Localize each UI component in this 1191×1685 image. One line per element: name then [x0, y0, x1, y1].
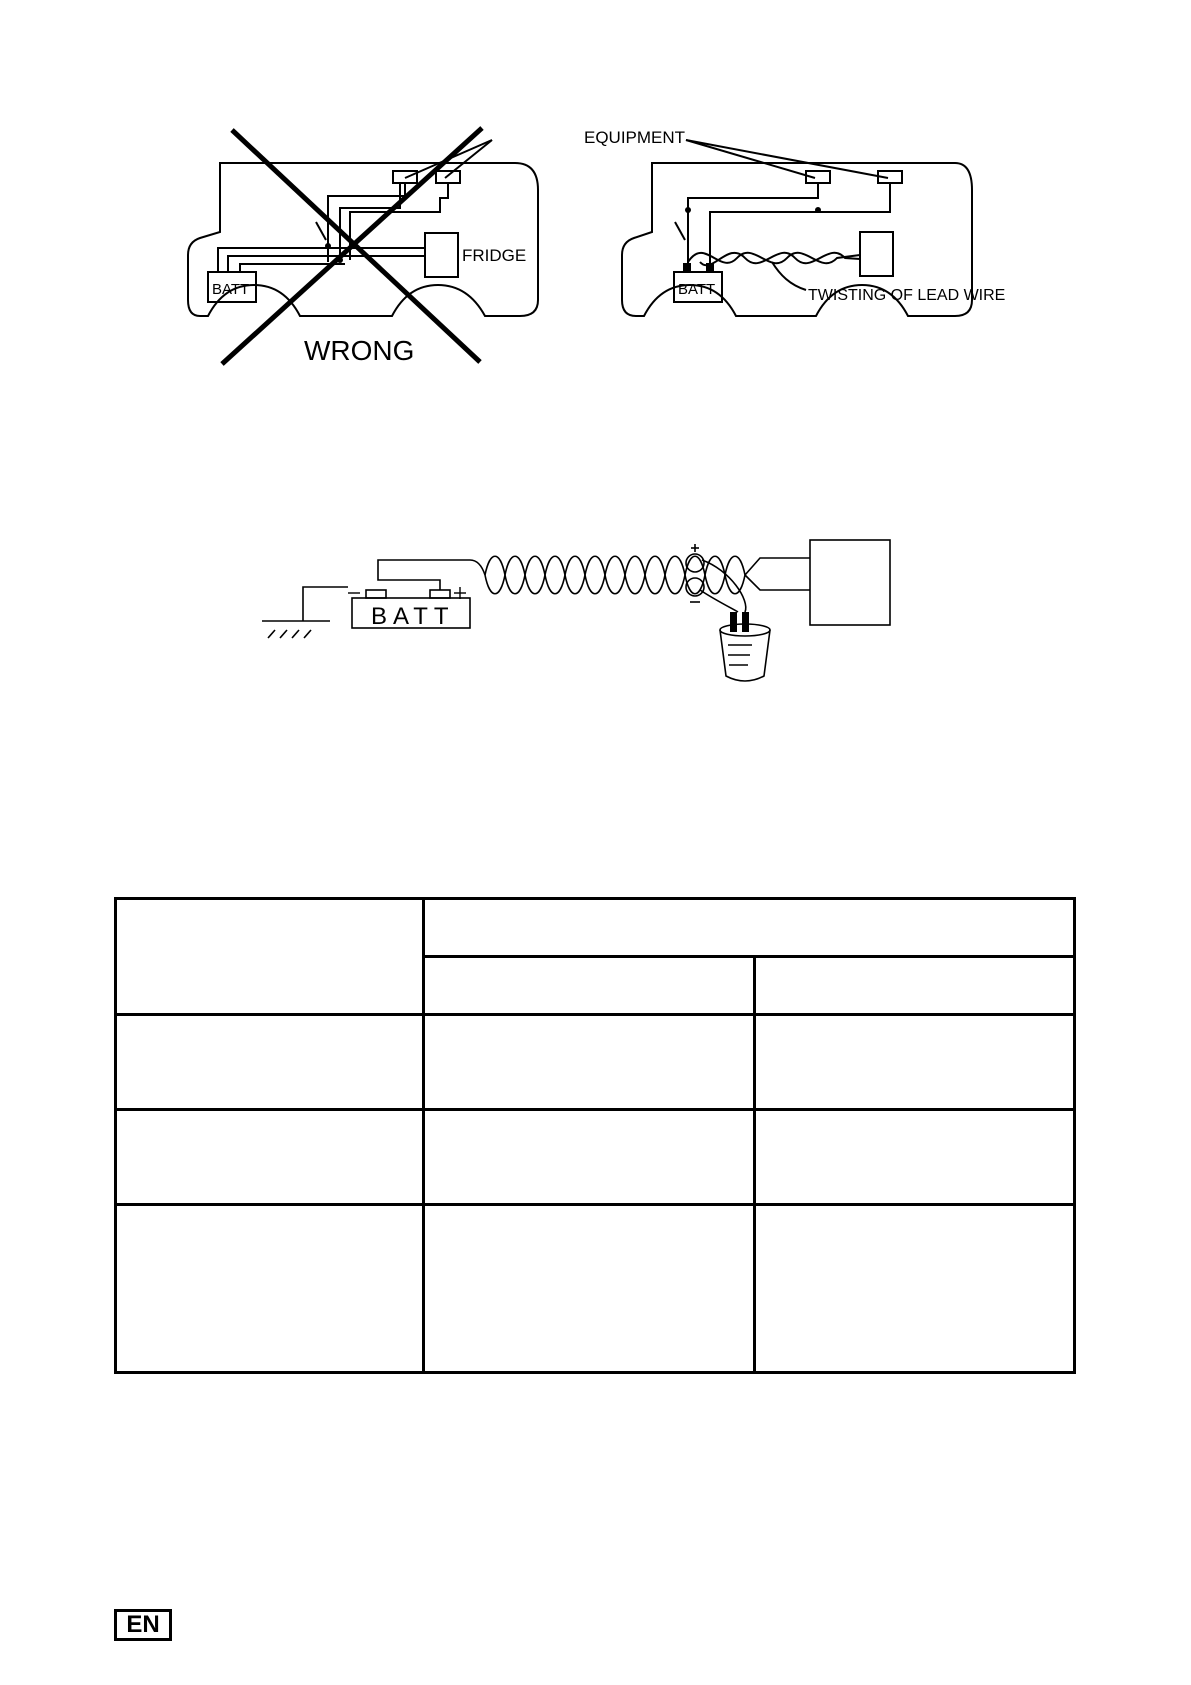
- table-cell: [424, 1110, 755, 1205]
- table-row: [116, 1015, 1075, 1110]
- equipment-label: EQUIPMENT: [584, 128, 686, 147]
- wrong-label: WRONG: [304, 335, 415, 366]
- faint-paragraph-1: [118, 412, 1073, 494]
- table-header-cell: [424, 899, 1075, 957]
- table-row: [116, 1205, 1075, 1373]
- table-cell: [755, 1015, 1075, 1110]
- table-cell: [755, 1205, 1075, 1373]
- batt-label-right: BATT: [678, 281, 716, 298]
- faint-paragraph-3: [118, 1410, 1073, 1490]
- table-cell: [116, 1205, 424, 1373]
- table-header-cell: [755, 957, 1075, 1015]
- table-cell: [116, 1110, 424, 1205]
- table-cell: [424, 1205, 755, 1373]
- wiring-comparison-figure: [0, 0, 1191, 380]
- table-cell: [424, 1015, 755, 1110]
- language-badge: EN: [114, 1609, 172, 1641]
- table-header-cell: [424, 957, 755, 1015]
- batt-label: BATT: [371, 603, 455, 630]
- specification-table: [114, 897, 1076, 1374]
- faint-paragraph-2: [118, 755, 1073, 875]
- battery-connection-figure: [0, 520, 1191, 720]
- table-header-cell: [116, 899, 424, 1015]
- twisting-label: TWISTING OF LEAD WIRE: [808, 287, 1006, 304]
- table-cell: [116, 1015, 424, 1110]
- table-row: [116, 1110, 1075, 1205]
- table-cell: [755, 1110, 1075, 1205]
- fridge-label: FRIDGE: [462, 246, 527, 265]
- batt-label-left: BATT: [212, 281, 250, 298]
